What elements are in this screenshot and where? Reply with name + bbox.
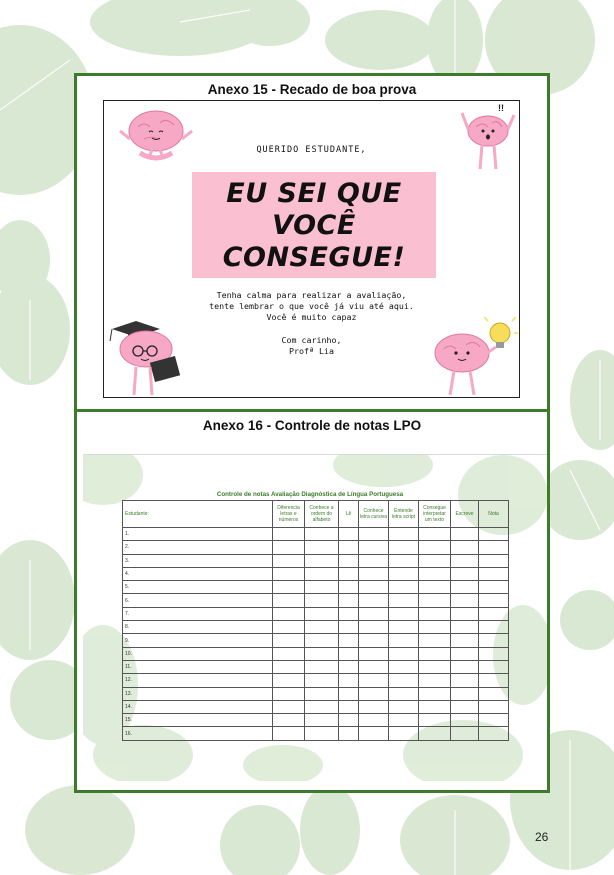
grade-cell bbox=[359, 714, 389, 727]
grade-cell bbox=[339, 727, 359, 740]
grade-cell bbox=[359, 554, 389, 567]
student-cell: 1. bbox=[123, 528, 273, 541]
student-cell: 2. bbox=[123, 541, 273, 554]
headline-line-3: CONSEGUE! bbox=[222, 242, 406, 273]
idea-brain-icon bbox=[428, 317, 518, 395]
col-header-interpretar: Consegue interpretar um texto bbox=[419, 501, 451, 528]
exclamation-text: !! bbox=[498, 103, 504, 113]
grade-cell bbox=[389, 674, 419, 687]
grade-cell bbox=[389, 700, 419, 713]
grade-cell bbox=[305, 528, 339, 541]
grades-table bbox=[122, 500, 509, 741]
grade-cell bbox=[339, 581, 359, 594]
grade-cell bbox=[273, 541, 305, 554]
grade-cell bbox=[479, 727, 509, 740]
grade-cell bbox=[419, 528, 451, 541]
grade-cell bbox=[339, 554, 359, 567]
signature-line-1: Com carinho, bbox=[281, 335, 342, 345]
grade-cell bbox=[451, 567, 479, 580]
grade-cell bbox=[479, 647, 509, 660]
table-body bbox=[123, 528, 509, 741]
grade-cell bbox=[339, 528, 359, 541]
grade-cell bbox=[273, 567, 305, 580]
grade-cell bbox=[273, 660, 305, 673]
grade-cell bbox=[359, 634, 389, 647]
grade-cell bbox=[359, 660, 389, 673]
table-row bbox=[123, 634, 509, 647]
grade-cell bbox=[479, 714, 509, 727]
grade-cell bbox=[305, 594, 339, 607]
grade-cell bbox=[359, 541, 389, 554]
grade-cell bbox=[273, 647, 305, 660]
grade-cell bbox=[339, 594, 359, 607]
student-cell: 13. bbox=[123, 687, 273, 700]
grade-cell bbox=[273, 700, 305, 713]
table-row bbox=[123, 660, 509, 673]
grade-cell bbox=[273, 594, 305, 607]
grade-cell bbox=[479, 700, 509, 713]
meditating-brain-icon bbox=[116, 109, 196, 165]
grade-cell bbox=[305, 714, 339, 727]
grade-cell bbox=[305, 541, 339, 554]
grade-cell bbox=[389, 621, 419, 634]
grade-cell bbox=[339, 714, 359, 727]
student-cell: 8. bbox=[123, 621, 273, 634]
grade-cell bbox=[273, 554, 305, 567]
col-header-alfabeto: Conhece a ordem do alfabeto bbox=[305, 501, 339, 528]
student-cell: 11. bbox=[123, 660, 273, 673]
annex-frame bbox=[74, 73, 550, 793]
grade-cell bbox=[359, 674, 389, 687]
grade-cell bbox=[273, 607, 305, 620]
grade-cell bbox=[359, 581, 389, 594]
grade-cell bbox=[419, 660, 451, 673]
grade-cell bbox=[359, 528, 389, 541]
table-row bbox=[123, 647, 509, 660]
col-header-script: Entende letra script bbox=[389, 501, 419, 528]
grade-cell bbox=[359, 567, 389, 580]
grade-cell bbox=[339, 687, 359, 700]
table-row bbox=[123, 607, 509, 620]
grade-cell bbox=[305, 607, 339, 620]
headline-line-2: VOCÊ bbox=[272, 210, 356, 241]
table-header-row bbox=[123, 501, 509, 528]
student-cell: 4. bbox=[123, 567, 273, 580]
grade-cell bbox=[451, 581, 479, 594]
grade-cell bbox=[479, 554, 509, 567]
message-line-1: Tenha calma para realizar a avaliação, bbox=[216, 290, 407, 300]
grade-cell bbox=[419, 634, 451, 647]
grade-cell bbox=[389, 581, 419, 594]
grade-cell bbox=[305, 727, 339, 740]
table-row bbox=[123, 714, 509, 727]
grade-cell bbox=[389, 554, 419, 567]
grade-cell bbox=[451, 674, 479, 687]
annex16-title: Anexo 16 - Controle de notas LPO bbox=[202, 418, 422, 433]
grade-cell bbox=[451, 607, 479, 620]
grade-cell bbox=[451, 634, 479, 647]
excited-brain-icon bbox=[460, 109, 516, 173]
student-cell: 6. bbox=[123, 594, 273, 607]
grade-cell bbox=[305, 581, 339, 594]
grade-cell bbox=[339, 647, 359, 660]
grade-cell bbox=[451, 687, 479, 700]
grade-cell bbox=[359, 727, 389, 740]
grade-cell bbox=[419, 581, 451, 594]
grade-cell bbox=[479, 541, 509, 554]
table-row bbox=[123, 727, 509, 740]
grade-cell bbox=[359, 647, 389, 660]
grade-cell bbox=[339, 567, 359, 580]
col-header-cursiva: Conhece letra cursiva bbox=[359, 501, 389, 528]
grade-cell bbox=[273, 687, 305, 700]
grade-cell bbox=[451, 647, 479, 660]
table-row bbox=[123, 621, 509, 634]
headline-line-1: EU SEI QUE bbox=[226, 178, 402, 209]
headline-box bbox=[192, 172, 436, 278]
student-cell: 12. bbox=[123, 674, 273, 687]
grade-cell bbox=[451, 528, 479, 541]
message-line-3: Você é muito capaz bbox=[266, 312, 357, 322]
grade-cell bbox=[339, 700, 359, 713]
col-header-diferencia: Diferencia letras e números bbox=[273, 501, 305, 528]
grade-cell bbox=[305, 554, 339, 567]
grade-cell bbox=[451, 594, 479, 607]
grade-cell bbox=[419, 621, 451, 634]
grade-cell bbox=[419, 541, 451, 554]
grade-cell bbox=[389, 594, 419, 607]
grade-cell bbox=[305, 660, 339, 673]
grade-cell bbox=[305, 634, 339, 647]
grade-cell bbox=[359, 687, 389, 700]
grade-cell bbox=[479, 594, 509, 607]
grade-cell bbox=[389, 528, 419, 541]
grade-cell bbox=[419, 714, 451, 727]
grade-cell bbox=[419, 727, 451, 740]
signature-line-2: Profª Lia bbox=[289, 346, 334, 356]
student-cell: 3. bbox=[123, 554, 273, 567]
grade-cell bbox=[305, 567, 339, 580]
grade-cell bbox=[273, 727, 305, 740]
grade-cell bbox=[339, 607, 359, 620]
table-row bbox=[123, 700, 509, 713]
grade-cell bbox=[305, 647, 339, 660]
grade-cell bbox=[273, 714, 305, 727]
grade-cell bbox=[389, 714, 419, 727]
grade-cell bbox=[479, 674, 509, 687]
grade-cell bbox=[389, 567, 419, 580]
table-row bbox=[123, 541, 509, 554]
table-row bbox=[123, 528, 509, 541]
table-row bbox=[123, 594, 509, 607]
grade-cell bbox=[451, 660, 479, 673]
page-number: 26 bbox=[535, 830, 549, 844]
grade-cell bbox=[359, 700, 389, 713]
grade-cell bbox=[419, 554, 451, 567]
grade-cell bbox=[419, 567, 451, 580]
grade-cell bbox=[305, 700, 339, 713]
grade-cell bbox=[339, 634, 359, 647]
grade-cell bbox=[451, 700, 479, 713]
headline-text bbox=[192, 178, 436, 274]
grade-cell bbox=[419, 607, 451, 620]
student-cell: 7. bbox=[123, 607, 273, 620]
table-row bbox=[123, 554, 509, 567]
grade-cell bbox=[273, 621, 305, 634]
grade-cell bbox=[273, 581, 305, 594]
col-header-nota: Nota bbox=[479, 501, 509, 528]
grade-cell bbox=[479, 634, 509, 647]
student-cell: 15. bbox=[123, 714, 273, 727]
student-cell: 5. bbox=[123, 581, 273, 594]
grade-cell bbox=[479, 621, 509, 634]
student-cell: 16. bbox=[123, 727, 273, 740]
grade-cell bbox=[273, 634, 305, 647]
grades-table-title: Controle de notas Avaliação Diagnóstica de Língua Portuguesa bbox=[216, 491, 404, 498]
grade-cell bbox=[339, 541, 359, 554]
col-header-le: Lê bbox=[339, 501, 359, 528]
grade-cell bbox=[419, 674, 451, 687]
col-header-escreve: Escreve bbox=[451, 501, 479, 528]
grade-cell bbox=[339, 621, 359, 634]
table-row bbox=[123, 581, 509, 594]
student-cell: 14. bbox=[123, 700, 273, 713]
grade-cell bbox=[389, 541, 419, 554]
grade-cell bbox=[305, 674, 339, 687]
table-row bbox=[123, 567, 509, 580]
grade-cell bbox=[389, 687, 419, 700]
grade-cell bbox=[479, 581, 509, 594]
grade-cell bbox=[451, 714, 479, 727]
grade-cell bbox=[479, 607, 509, 620]
student-cell: 10. bbox=[123, 647, 273, 660]
grade-cell bbox=[359, 594, 389, 607]
grade-cell bbox=[359, 621, 389, 634]
greeting-text: QUERIDO ESTUDANTE, bbox=[256, 145, 367, 155]
grade-cell bbox=[389, 647, 419, 660]
section-divider bbox=[77, 409, 547, 412]
grade-cell bbox=[451, 554, 479, 567]
grade-cell bbox=[389, 727, 419, 740]
grade-cell bbox=[273, 528, 305, 541]
grade-cell bbox=[479, 660, 509, 673]
grade-cell bbox=[305, 687, 339, 700]
grade-cell bbox=[419, 647, 451, 660]
student-cell: 9. bbox=[123, 634, 273, 647]
table-row bbox=[123, 687, 509, 700]
grade-cell bbox=[389, 607, 419, 620]
grade-cell bbox=[389, 660, 419, 673]
grade-cell bbox=[479, 687, 509, 700]
grade-cell bbox=[451, 541, 479, 554]
grade-cell bbox=[305, 621, 339, 634]
grade-cell bbox=[389, 634, 419, 647]
grade-cell bbox=[359, 607, 389, 620]
grade-cell bbox=[419, 687, 451, 700]
annex15-title: Anexo 15 - Recado de boa prova bbox=[207, 82, 417, 97]
grade-cell bbox=[479, 528, 509, 541]
grade-cell bbox=[273, 674, 305, 687]
message-line-2: tente lembrar o que você já viu até aqui. bbox=[209, 301, 414, 311]
grade-cell bbox=[419, 700, 451, 713]
grade-cell bbox=[451, 621, 479, 634]
grade-cell bbox=[479, 567, 509, 580]
col-header-estudante: Estudante: bbox=[123, 501, 273, 528]
table-row bbox=[123, 674, 509, 687]
grade-cell bbox=[451, 727, 479, 740]
grade-cell bbox=[339, 674, 359, 687]
good-luck-card bbox=[103, 100, 520, 398]
grade-cell bbox=[419, 594, 451, 607]
grade-cell bbox=[339, 660, 359, 673]
graduate-brain-icon bbox=[106, 321, 186, 397]
